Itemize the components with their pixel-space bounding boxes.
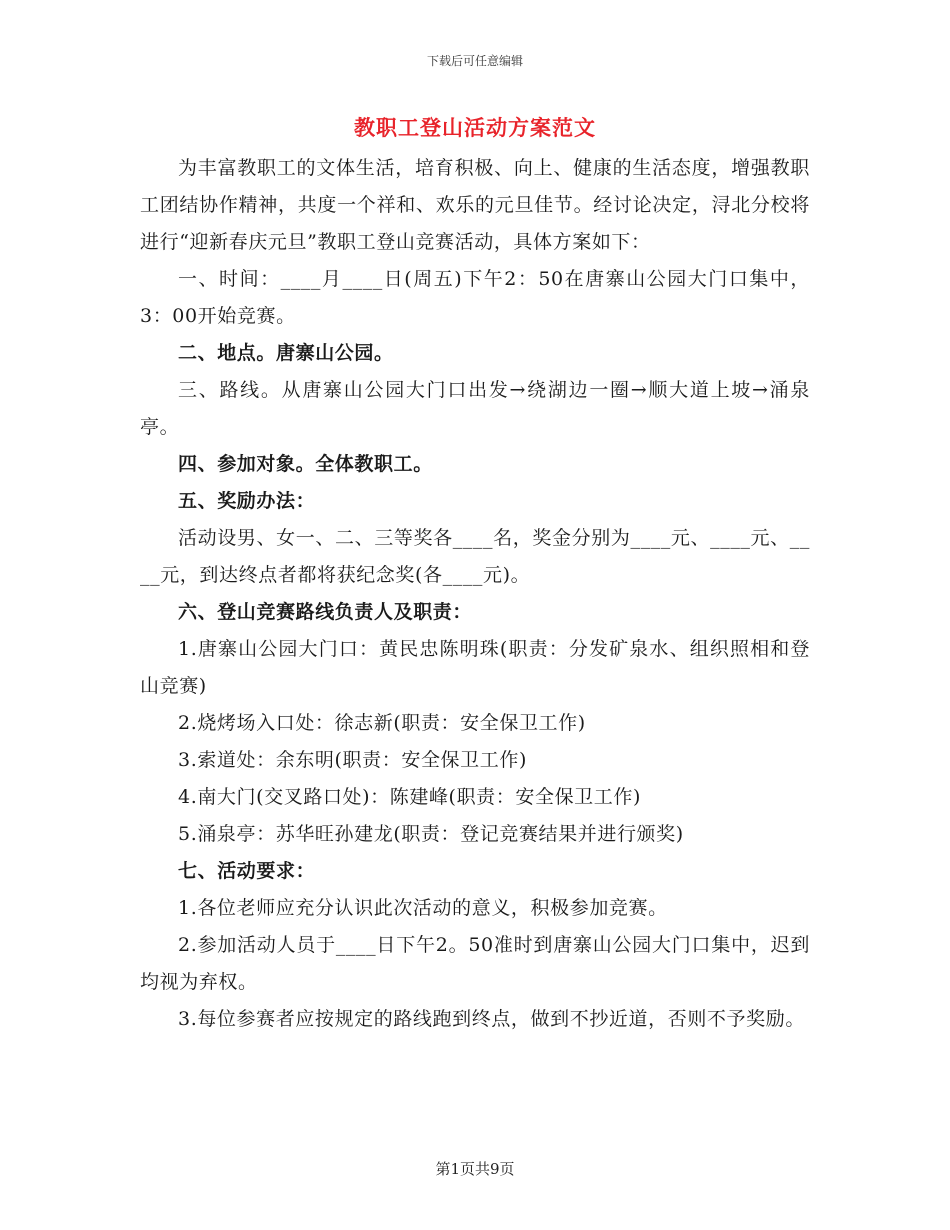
paragraph: 2.参加活动人员于____日下午2。50准时到唐寨山公园大门口集中，迟到均视为弃权。 [140,934,810,993]
page-footer: 第1页共9页 [435,1160,515,1178]
paragraph: 1.各位老师应充分认识此次活动的意义，积极参加竞赛。 [178,897,668,919]
paragraph: 5.涌泉亭：苏华旺孙建龙(职责：登记竞赛结果并进行颁奖) [178,823,684,845]
paragraph: 3.索道处：余东明(职责：安全保卫工作) [178,749,527,771]
paragraph: 三、路线。从唐寨山公园大门口出发→绕湖边一圈→顺大道上坡→涌泉亭。 [140,379,810,438]
paragraph: 3.每位参赛者应按规定的路线跑到终点，做到不抄近道，否则不予奖励。 [178,1008,805,1030]
paragraph: 一、时间：____月____日(周五)下午2：50在唐寨山公园大门口集中，3：00开始竞赛。 [140,268,810,327]
paragraph: 2.烧烤场入口处：徐志新(职责：安全保卫工作) [178,712,586,734]
paragraph: 四、参加对象。全体教职工。 [178,453,433,475]
paragraph: 六、登山竞赛路线负责人及职责： [178,601,473,623]
paragraph: 七、活动要求： [178,860,316,882]
page-header: 下载后可任意编辑 [426,54,523,68]
paragraph: 二、地点。唐寨山公园。 [178,342,394,364]
document-body [140,150,810,1038]
paragraph: 4.南大门(交叉路口处)：陈建峰(职责：安全保卫工作) [178,786,641,808]
paragraph: 活动设男、女一、二、三等奖各____名，奖金分别为____元、____元、____元，到达终点者都将获纪念奖(各____元)。 [140,527,810,586]
paragraph: 五、奖励办法： [178,490,316,512]
document-title: 教职工登山活动方案范文 [354,115,596,140]
paragraph: 为丰富教职工的文体生活，培育积极、向上、健康的生活态度，增强教职工团结协作精神，共度一个祥和、欢乐的元旦佳节。经讨论决定，浔北分校将进行“迎新春庆元旦”教职工登山竞赛活动，具体方案如下： [140,157,810,253]
paragraph: 1.唐寨山公园大门口：黄民忠陈明珠(职责：分发矿泉水、组织照相和登山竞赛) [140,638,810,697]
